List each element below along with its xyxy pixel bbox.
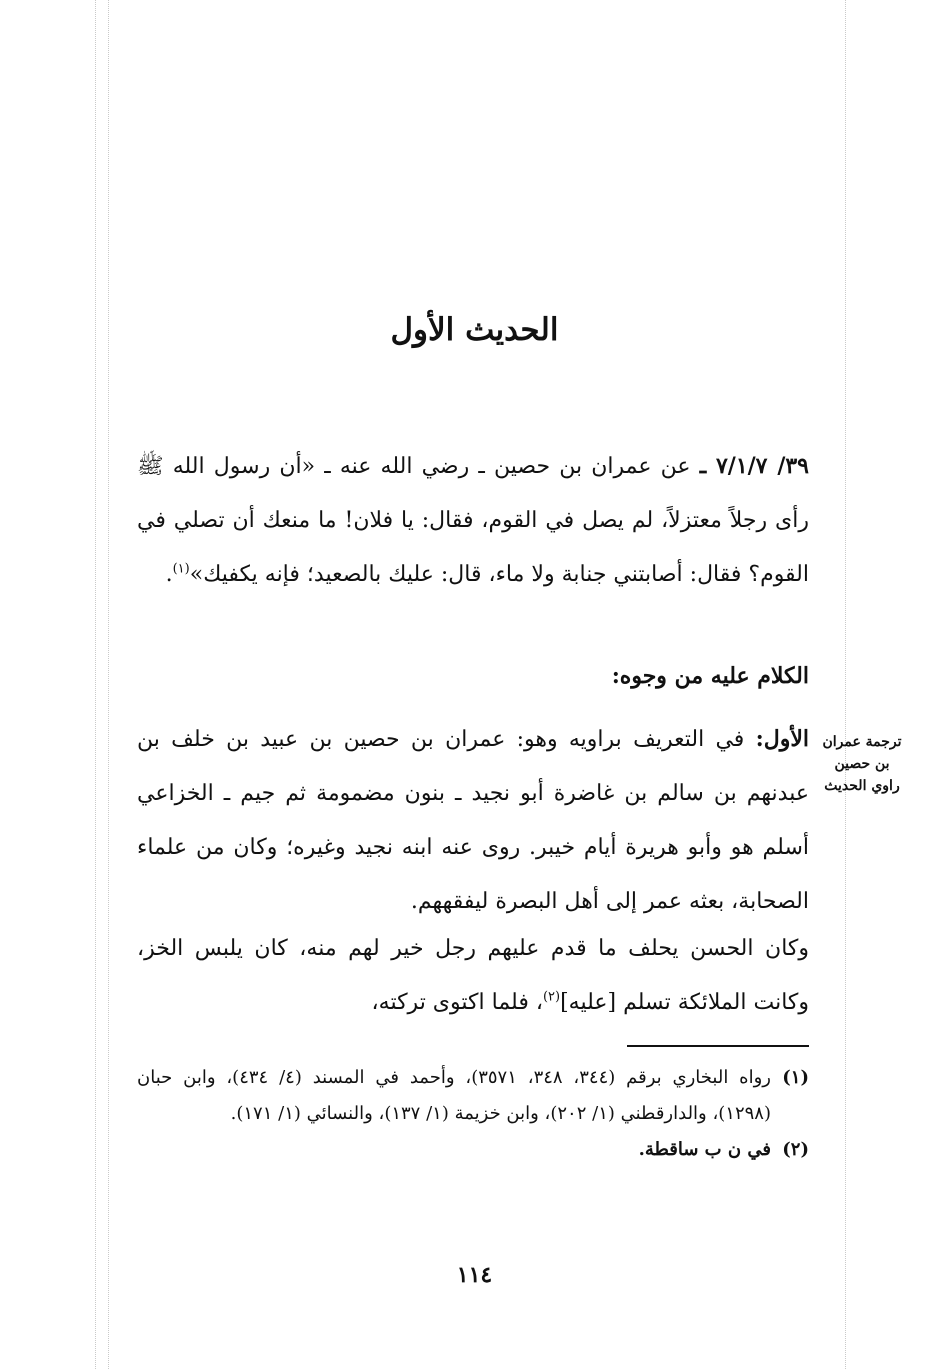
hadith-text: عن عمران بن حصين ـ رضي الله عنه ـ «أن رسول الله ﷺ رأى رجلاً معتزلاً، لم يصل في القوم، فقال: يا فلان! ما منعك أن تصلي في القوم؟ فقال: أصابتني جنابة ولا ماء، قال: عليك بالصعيد؛ فإنه يكفيك» bbox=[137, 454, 809, 587]
scan-artifact-line bbox=[95, 0, 96, 1369]
margin-note bbox=[817, 731, 907, 797]
hadith-number: ٣٩/ ٧/١/٧ ـ bbox=[699, 453, 809, 479]
first-aspect-paragraph bbox=[137, 712, 809, 929]
second-paragraph bbox=[137, 922, 809, 1030]
scan-artifact-line bbox=[845, 0, 846, 1369]
second-paragraph-text-before: وكان الحسن يحلف ما قدم عليهم رجل خير لهم منه، كان يلبس الخز، وكانت الملائكة تسلم [عليه] bbox=[137, 936, 809, 1015]
footnotes-section bbox=[137, 1060, 809, 1168]
footnote-ref-2[interactable]: (٢) bbox=[542, 989, 561, 1005]
footnote-item bbox=[137, 1060, 809, 1132]
hadith-end: . bbox=[165, 562, 173, 587]
scan-artifact-line bbox=[108, 0, 109, 1369]
footnote-text: في ن ب ساقطة. bbox=[638, 1139, 771, 1160]
footnote-item bbox=[137, 1132, 809, 1168]
page-number: ١١٤ bbox=[456, 1262, 493, 1288]
footnote-number: (١) bbox=[782, 1067, 809, 1088]
first-aspect-label: الأول: bbox=[755, 726, 809, 752]
footnote-number: (٢) bbox=[782, 1139, 809, 1160]
second-paragraph-text-after: ، فلما اكتوى تركته، bbox=[371, 990, 543, 1015]
margin-note-line-2: بن حصين bbox=[834, 756, 890, 772]
footnote-text: رواه البخاري برقم (٣٤٤، ٣٤٨، ٣٥٧١)، وأحمد في المسند (٤/ ٤٣٤)، وابن حبان (١٢٩٨)، والدارقطني (١/ ٢٠٢)، وابن خزيمة (١/ ١٣٧)، والنسائي (١/ ١٧١). bbox=[137, 1067, 771, 1124]
first-aspect-text: في التعريف براويه وهو: عمران بن حصين بن عبيد بن خلف بن عبدنهم بن سالم بن غاضرة أبو نجيد ـ بنون مضمومة ثم جيم ـ الخزاعي أسلم هو وأبو هريرة أيام خيبر. روى عنه ابنه نجيد وغيره؛ وكان من علماء الصحابة، بعثه عمر إلى أهل البصرة ليفقههم. bbox=[137, 727, 810, 914]
footnote-ref-1[interactable]: (١) bbox=[172, 561, 190, 577]
footnote-divider bbox=[627, 1045, 809, 1047]
page-title: الحديث الأول bbox=[390, 312, 559, 348]
margin-note-line-3: راوي الحديث bbox=[824, 778, 900, 794]
hadith-paragraph bbox=[137, 439, 809, 602]
margin-note-line-1: ترجمة عمران bbox=[822, 734, 902, 750]
aspects-intro: الكلام عليه من وجوه: bbox=[611, 663, 809, 689]
